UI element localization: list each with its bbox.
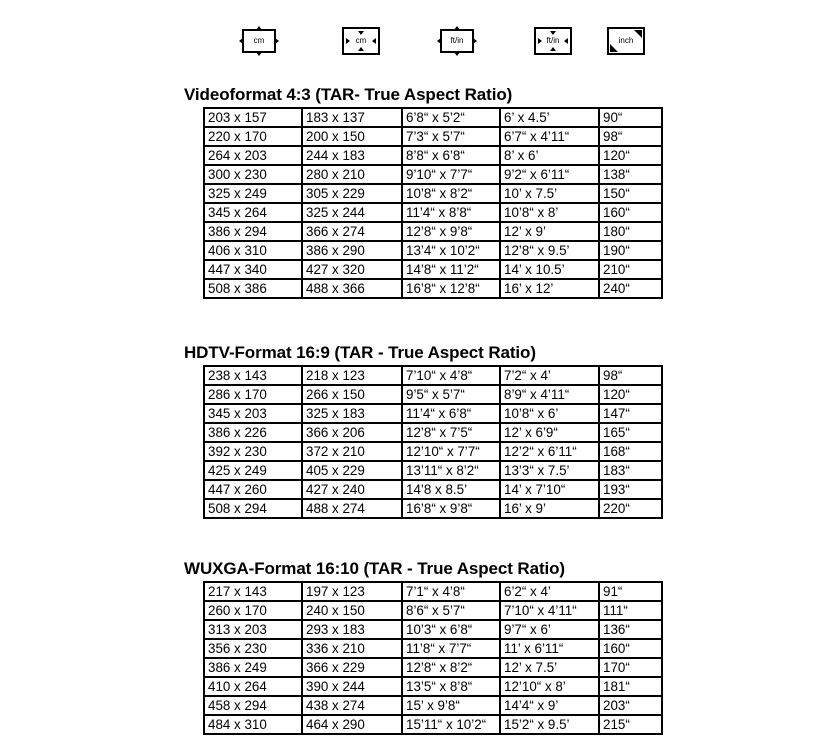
size-table (203, 581, 663, 735)
table-cell: 438 x 274 (302, 696, 402, 715)
table-cell: 90“ (599, 108, 662, 127)
table-cell: 7’3“ x 5’7“ (402, 127, 500, 146)
table-cell: 15’2“ x 9.5’ (500, 715, 599, 734)
table-cell: 197 x 123 (302, 582, 402, 601)
table-cell: 6’8“ x 5’2“ (402, 108, 500, 127)
table-cell: 6’7“ x 4’11“ (500, 127, 599, 146)
icon-label: ft/in (450, 36, 464, 45)
section-title: WUXGA-Format 16:10 (TAR - True Aspect Ratio) (184, 559, 565, 578)
table-cell: 11’4“ x 8’8“ (402, 203, 500, 222)
table-cell: 218 x 123 (302, 366, 402, 385)
section-videoformat-4-3 (184, 85, 663, 299)
inch-diagonal-icon (606, 26, 646, 56)
section-title: Videoformat 4:3 (TAR- True Aspect Ratio) (184, 85, 513, 104)
table-cell: 240 x 150 (302, 601, 402, 620)
table-cell: 12’8“ x 8’2“ (402, 658, 500, 677)
table-cell: 16’ x 9’ (500, 499, 599, 518)
table-cell: 193“ (599, 480, 662, 499)
table-cell: 12’10“ x 7’7“ (402, 442, 500, 461)
table-row (204, 461, 662, 480)
table-cell: 240“ (599, 279, 662, 298)
table-cell: 10’ x 7.5’ (500, 184, 599, 203)
table-cell: 447 x 260 (204, 480, 302, 499)
table-cell: 14’8 x 8.5’ (402, 480, 500, 499)
table-cell: 325 x 183 (302, 404, 402, 423)
table-cell: 7’10“ x 4’11“ (500, 601, 599, 620)
table-cell: 405 x 229 (302, 461, 402, 480)
table-cell: 10’8“ x 8’ (500, 203, 599, 222)
table-cell: 200 x 150 (302, 127, 402, 146)
table-cell: 181“ (599, 677, 662, 696)
table-cell: 10’3“ x 6’8“ (402, 620, 500, 639)
table-cell: 458 x 294 (204, 696, 302, 715)
section-hdtv-16-9 (184, 343, 663, 519)
table-cell: 15’ x 9’8“ (402, 696, 500, 715)
table-cell: 372 x 210 (302, 442, 402, 461)
table-cell: 386 x 226 (204, 423, 302, 442)
table-cell: 150“ (599, 184, 662, 203)
table-cell: 410 x 264 (204, 677, 302, 696)
table-cell: 406 x 310 (204, 241, 302, 260)
table-cell: 13’11“ x 8’2“ (402, 461, 500, 480)
cm-outward-arrows-icon (239, 26, 279, 56)
table-cell: 9’2“ x 6’11“ (500, 165, 599, 184)
table-cell: 488 x 274 (302, 499, 402, 518)
size-table (203, 107, 663, 299)
table-cell: 12’8“ x 9’8“ (402, 222, 500, 241)
table-cell: 300 x 230 (204, 165, 302, 184)
table-cell: 9’10“ x 7’7“ (402, 165, 500, 184)
table-cell: 138“ (599, 165, 662, 184)
table-cell: 16’ x 12’ (500, 279, 599, 298)
ft-in-outward-arrows-icon (437, 26, 477, 56)
table-cell: 16’8“ x 12’8“ (402, 279, 500, 298)
table-cell: 484 x 310 (204, 715, 302, 734)
table-cell: 203 x 157 (204, 108, 302, 127)
table-cell: 165“ (599, 423, 662, 442)
ft-in-inward-arrows-icon (533, 26, 573, 56)
table-cell: 7’10“ x 4’8“ (402, 366, 500, 385)
table-cell: 160“ (599, 203, 662, 222)
table-cell: 12’ x 6’9“ (500, 423, 599, 442)
table-cell: 190“ (599, 241, 662, 260)
table-cell: 508 x 294 (204, 499, 302, 518)
table-row (204, 658, 662, 677)
table-row (204, 715, 662, 734)
table-cell: 386 x 294 (204, 222, 302, 241)
table-cell: 425 x 249 (204, 461, 302, 480)
table-cell: 8’8“ x 6’8“ (402, 146, 500, 165)
table-cell: 203“ (599, 696, 662, 715)
table-cell: 14’ x 10.5’ (500, 260, 599, 279)
table-cell: 147“ (599, 404, 662, 423)
table-cell: 7’2“ x 4’ (500, 366, 599, 385)
table-row (204, 423, 662, 442)
table-row (204, 677, 662, 696)
table-cell: 293 x 183 (302, 620, 402, 639)
table-row (204, 366, 662, 385)
table-cell: 12’10“ x 8’ (500, 677, 599, 696)
table-cell: 13’5“ x 8’8“ (402, 677, 500, 696)
table-cell: 13’3“ x 7.5’ (500, 461, 599, 480)
section-title: HDTV-Format 16:9 (TAR - True Aspect Ratio) (184, 343, 536, 362)
icon-label: ft/in (546, 36, 560, 45)
table-cell: 136“ (599, 620, 662, 639)
table-row (204, 480, 662, 499)
table-row (204, 165, 662, 184)
table-cell: 386 x 249 (204, 658, 302, 677)
table-cell: 313 x 203 (204, 620, 302, 639)
table-row (204, 222, 662, 241)
table-cell: 12’8“ x 9.5’ (500, 241, 599, 260)
icon-label: inch (618, 36, 634, 45)
table-cell: 366 x 229 (302, 658, 402, 677)
size-table (203, 365, 663, 519)
table-cell: 120“ (599, 146, 662, 165)
table-cell: 11’8“ x 7’7“ (402, 639, 500, 658)
icon-label: cm (355, 36, 367, 45)
section-wuxga-16-10 (184, 559, 663, 735)
table-cell: 160“ (599, 639, 662, 658)
table-cell: 220 x 170 (204, 127, 302, 146)
table-row (204, 601, 662, 620)
table-cell: 9’7“ x 6’ (500, 620, 599, 639)
table-row (204, 279, 662, 298)
table-cell: 10’8“ x 8’2“ (402, 184, 500, 203)
table-cell: 305 x 229 (302, 184, 402, 203)
table-row (204, 620, 662, 639)
table-cell: 183“ (599, 461, 662, 480)
table-cell: 238 x 143 (204, 366, 302, 385)
table-cell: 366 x 206 (302, 423, 402, 442)
table-cell: 111“ (599, 601, 662, 620)
table-row (204, 385, 662, 404)
table-cell: 168“ (599, 442, 662, 461)
table-cell: 390 x 244 (302, 677, 402, 696)
table-cell: 427 x 320 (302, 260, 402, 279)
table-cell: 386 x 290 (302, 241, 402, 260)
table-row (204, 404, 662, 423)
table-cell: 14’ x 7’10“ (500, 480, 599, 499)
table-cell: 464 x 290 (302, 715, 402, 734)
table-row (204, 241, 662, 260)
table-cell: 336 x 210 (302, 639, 402, 658)
table-row (204, 499, 662, 518)
icon-legend (0, 24, 840, 68)
table-cell: 11’ x 6’11“ (500, 639, 599, 658)
table-cell: 8’9“ x 4’11“ (500, 385, 599, 404)
table-row (204, 184, 662, 203)
table-cell: 427 x 240 (302, 480, 402, 499)
table-cell: 7’1“ x 4’8“ (402, 582, 500, 601)
table-cell: 244 x 183 (302, 146, 402, 165)
table-cell: 488 x 366 (302, 279, 402, 298)
table-cell: 366 x 274 (302, 222, 402, 241)
table-cell: 16’8“ x 9’8“ (402, 499, 500, 518)
table-cell: 120“ (599, 385, 662, 404)
table-cell: 12’2“ x 6’11“ (500, 442, 599, 461)
table-cell: 210“ (599, 260, 662, 279)
table-cell: 264 x 203 (204, 146, 302, 165)
table-cell: 325 x 244 (302, 203, 402, 222)
table-row (204, 146, 662, 165)
table-cell: 14’4“ x 9’ (500, 696, 599, 715)
table-cell: 260 x 170 (204, 601, 302, 620)
table-cell: 8’ x 6’ (500, 146, 599, 165)
table-cell: 6’2“ x 4’ (500, 582, 599, 601)
table-row (204, 639, 662, 658)
table-row (204, 108, 662, 127)
table-cell: 325 x 249 (204, 184, 302, 203)
table-cell: 180“ (599, 222, 662, 241)
table-cell: 345 x 203 (204, 404, 302, 423)
icon-label: cm (253, 36, 265, 45)
table-cell: 356 x 230 (204, 639, 302, 658)
table-cell: 286 x 170 (204, 385, 302, 404)
table-cell: 6’ x 4.5’ (500, 108, 599, 127)
table-cell: 215“ (599, 715, 662, 734)
table-cell: 13’4“ x 10’2“ (402, 241, 500, 260)
table-cell: 12’8“ x 7’5“ (402, 423, 500, 442)
table-cell: 9’5“ x 5’7“ (402, 385, 500, 404)
table-row (204, 203, 662, 222)
table-cell: 280 x 210 (302, 165, 402, 184)
table-cell: 14’8“ x 11’2“ (402, 260, 500, 279)
table-cell: 170“ (599, 658, 662, 677)
table-cell: 91“ (599, 582, 662, 601)
table-cell: 447 x 340 (204, 260, 302, 279)
table-row (204, 582, 662, 601)
table-cell: 217 x 143 (204, 582, 302, 601)
table-row (204, 260, 662, 279)
table-cell: 15’11“ x 10’2“ (402, 715, 500, 734)
table-cell: 11’4“ x 6’8“ (402, 404, 500, 423)
table-cell: 98“ (599, 366, 662, 385)
table-cell: 98“ (599, 127, 662, 146)
table-cell: 12’ x 9’ (500, 222, 599, 241)
table-cell: 508 x 386 (204, 279, 302, 298)
table-row (204, 127, 662, 146)
table-cell: 183 x 137 (302, 108, 402, 127)
table-cell: 12’ x 7.5’ (500, 658, 599, 677)
table-cell: 8’6“ x 5’7“ (402, 601, 500, 620)
table-cell: 392 x 230 (204, 442, 302, 461)
table-row (204, 442, 662, 461)
table-row (204, 696, 662, 715)
table-cell: 345 x 264 (204, 203, 302, 222)
table-cell: 10’8“ x 6’ (500, 404, 599, 423)
cm-inward-arrows-icon (341, 26, 381, 56)
table-cell: 266 x 150 (302, 385, 402, 404)
table-cell: 220“ (599, 499, 662, 518)
